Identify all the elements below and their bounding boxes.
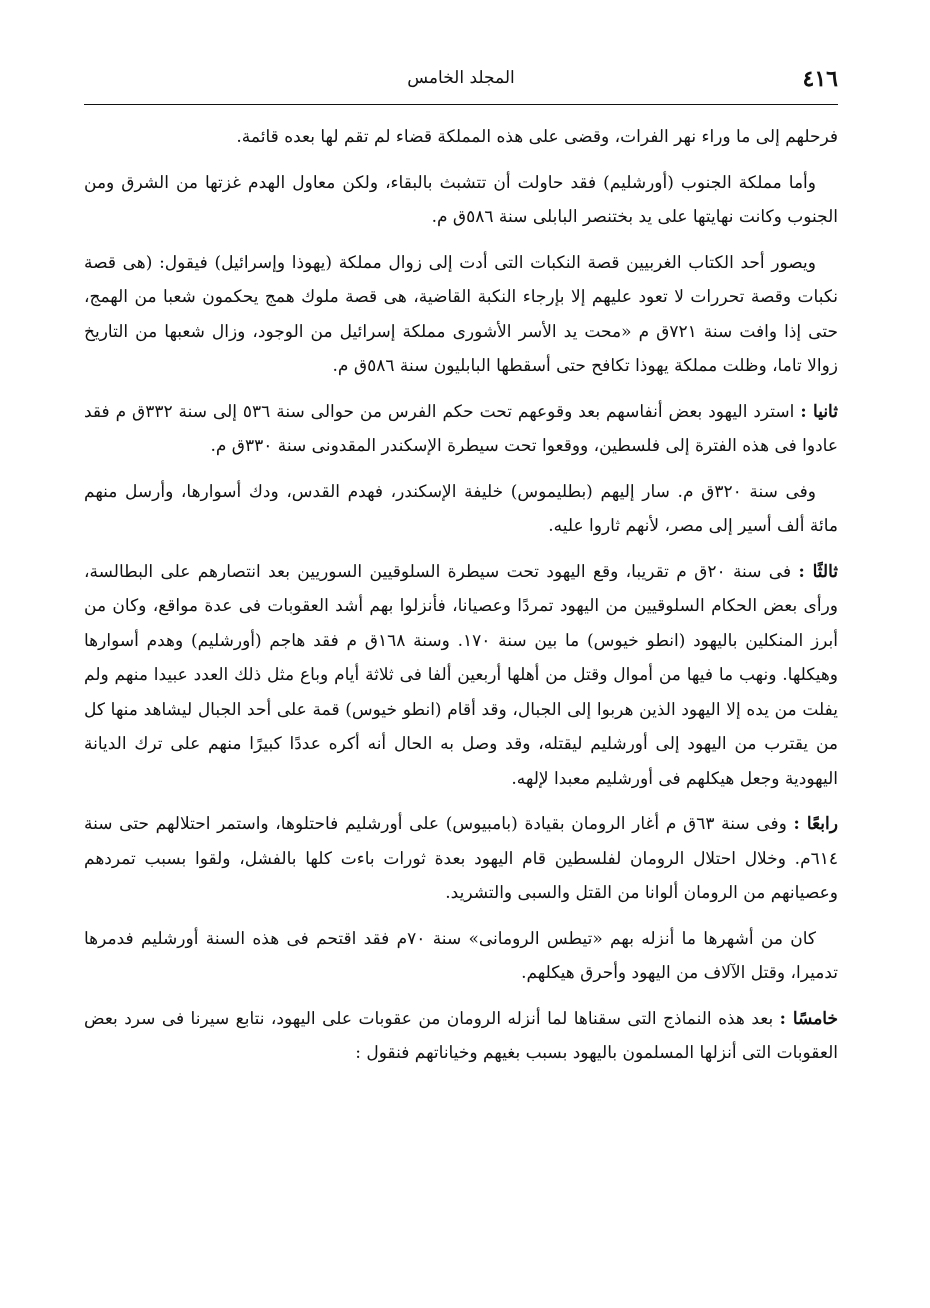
paragraph bbox=[84, 246, 838, 384]
paragraph-text: استرد اليهود بعض أنفاسهم بعد وقوعهم تحت حكم الفرس من حوالى سنة ٥٣٦ إلى سنة ٣٣٢ق م فقد عادوا فى هذه الفترة إلى فلسطين، ووقعوا تحت سيطرة الإسكندر المقدونى سنة ٣٣٠ق م. bbox=[84, 401, 838, 456]
section-lead: رابعًا : bbox=[793, 814, 838, 834]
paragraph bbox=[84, 120, 838, 155]
paragraph bbox=[84, 395, 838, 464]
paragraph-text: بعد هذه النماذج التى سقناها لما أنزله الرومان من عقوبات على اليهود، نتابع سيرنا فى سرد بعض العقوبات التى أنزلها المسلمون باليهود بسبب بغيهم وخياناتهم فنقول : bbox=[84, 1008, 838, 1063]
paragraph bbox=[84, 555, 838, 797]
paragraph bbox=[84, 922, 838, 991]
header-rule bbox=[84, 104, 838, 105]
paragraph bbox=[84, 475, 838, 544]
paragraph bbox=[84, 1002, 838, 1071]
paragraph bbox=[84, 166, 838, 235]
section-lead: ثالثًا : bbox=[798, 561, 838, 582]
page-number: ٤١٦ bbox=[802, 66, 838, 92]
paragraph-text: ويصور أحد الكتاب الغربيين قصة النكبات التى أدت إلى زوال مملكة (يهوذا وإسرائيل) فيقول: (هى قصة نكبات وقصة تحررات لا تعود عليهم إلا بإرجاء النكبة القاضية، هى قصة ملوك همج يحكمون شعبا من الهمج، حتى إذا وافت سنة ٧٢١ق م «محت يد الأسر الأشورى مملكة إسرائيل من الوجود، وزال شعبها من التاريخ زوالا تاما، وظلت مملكة يهوذا تكافح حتى أسقطها البابليون سنة ٥٨٦ق م. bbox=[84, 252, 838, 376]
paragraph bbox=[84, 807, 838, 911]
volume-title: المجلد الخامس bbox=[407, 68, 515, 88]
running-head bbox=[84, 66, 838, 100]
paragraph-text: وفى سنة ٣٢٠ق م. سار إليهم (بطليموس) خليفة الإسكندر، فهدم القدس، ودك أسوارها، وأرسل منهم مائة ألف أسير إلى مصر، لأنهم ثاروا عليه. bbox=[84, 481, 838, 536]
section-lead: ثانيا : bbox=[800, 401, 838, 422]
body-text bbox=[84, 120, 838, 1082]
paragraph-text: فرحلهم إلى ما وراء نهر الفرات، وقضى على هذه المملكة قضاء لم تقم لها بعده قائمة. bbox=[236, 127, 838, 147]
paragraph-text: فى سنة ٢٠ق م تقريبا، وقع اليهود تحت سيطرة السلوقيين السوريين بعد انتصارهم على البطالسة، ورأى بعض الحكام السلوقيين من اليهود تمردًا وعصيانا، فأنزلوا بهم أشد العقوبات فى عدة مواقع، وكان من أبرز المنكلين باليهود (انطو خيوس) ما بين سنة ١٧٠. وسنة ١٦٨ق م فقد هاجم (أورشليم) وهدم أسوارها وهيكلها. ونهب ما فيها من أموال وقتل من أهلها أربعين ألفا فى ثلاثة أيام وباع مثل ذلك العدد عبيدا منهم ولم يفلت من يده إلا اليهود الذين هربوا إلى الجبال، وقد أقام (انطو خيوس) قمة على أحد الجبال ليشاهد منها كل من يقترب من اليهود إلى أورشليم ليقتله، وقد وصل به الحال أنه أكره عددًا كبيرًا منهم على ترك الديانة اليهودية وجعل هيكلهم فى أورشليم معبدا لإلهه. bbox=[84, 561, 838, 789]
paragraph-text: وأما مملكة الجنوب (أورشليم) فقد حاولت أن تتشبث بالبقاء، ولكن معاول الهدم غزتها من الشرق ومن الجنوب وكانت نهايتها على يد بختنصر البابلى سنة ٥٨٦ق م. bbox=[84, 172, 838, 227]
paragraph-text: وفى سنة ٦٣ق م أغار الرومان بقيادة (بامبيوس) على أورشليم فاحتلوها، واستمر احتلالهم حتى سنة ٦١٤م. وخلال احتلال الرومان لفلسطين قام اليهود بعدة ثورات باءت كلها بالفشل، ولقوا بسبب تمردهم وعصيانهم من الرومان ألوانا من القتل والسبى والتشريد. bbox=[84, 814, 838, 903]
paragraph-text: كان من أشهرها ما أنزله بهم «تيطس الرومانى» سنة ٧٠م فقد اقتحم فى هذه السنة أورشليم فدمرها تدميرا، وقتل الآلاف من اليهود وأحرق هيكلهم. bbox=[84, 928, 838, 983]
section-lead: خامسًا : bbox=[779, 1008, 838, 1029]
